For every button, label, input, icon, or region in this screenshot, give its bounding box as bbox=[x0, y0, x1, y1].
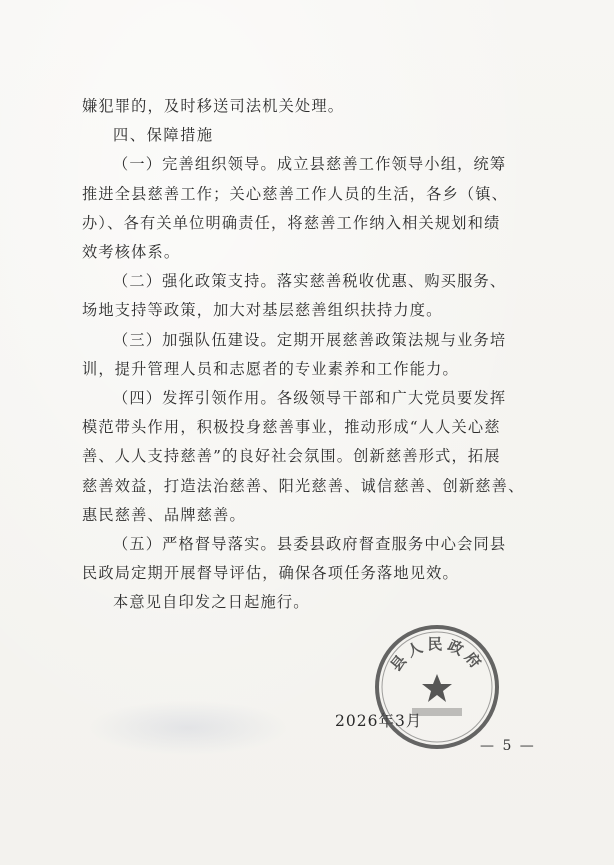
paragraph-team bbox=[82, 326, 532, 384]
official-seal-icon bbox=[372, 622, 502, 752]
heading-text: 四、保障措施 bbox=[113, 126, 214, 145]
svg-text:县人民政府 bbox=[387, 635, 487, 675]
text-line: （五）严格督导落实。县委县政府督查服务中心会同县 bbox=[113, 535, 507, 554]
text-line: 效考核体系。 bbox=[82, 243, 181, 262]
text-line: （一）完善组织领导。成立县慈善工作领导小组，统筹 bbox=[113, 155, 507, 174]
text-line: 场地支持等政策，加大对基层慈善组织扶持力度。 bbox=[82, 301, 443, 320]
text-line: 训，提升管理人员和志愿者的专业素养和工作能力。 bbox=[82, 359, 459, 378]
paragraph-effective bbox=[82, 588, 532, 617]
text-line: 推进全县慈善工作；关心慈善工作人员的生活，各乡（镇、 bbox=[82, 184, 509, 203]
text-line: （三）加强队伍建设。定期开展慈善政策法规与业务培 bbox=[113, 330, 507, 349]
paragraph-policy bbox=[82, 267, 532, 325]
document-body bbox=[82, 92, 532, 618]
scan-smudge bbox=[88, 700, 288, 755]
page-number: — 5 — bbox=[480, 738, 536, 754]
text-line: （四）发挥引领作用。各级领导干部和广大党员要发挥 bbox=[113, 389, 507, 408]
paragraph-leadership bbox=[82, 384, 532, 530]
paragraph-continuation bbox=[82, 92, 532, 121]
text-line: 模范带头作用，积极投身慈善事业，推动形成“人人关心慈 bbox=[82, 418, 501, 437]
text-line: 善、人人支持慈善”的良好社会氛围。创新慈善形式，拓展 bbox=[82, 447, 501, 466]
text-line: 办）、各有关单位明确责任，将慈善工作纳入相关规划和绩 bbox=[82, 213, 501, 232]
text-line: 本意见自印发之日起施行。 bbox=[113, 593, 310, 612]
text-line: （二）强化政策支持。落实慈善税收优惠、购买服务、 bbox=[113, 272, 507, 291]
paragraph-organization bbox=[82, 150, 532, 267]
paragraph-supervision bbox=[82, 530, 532, 588]
section-heading bbox=[82, 121, 532, 150]
text-line: 惠民慈善、品牌慈善。 bbox=[82, 505, 246, 524]
text-line: 慈善效益，打造法治慈善、阳光慈善、诚信慈善、创新慈善、 bbox=[82, 476, 525, 495]
text-line: 民政局定期开展督导评估，确保各项任务落地见效。 bbox=[82, 564, 459, 583]
text-line: 嫌犯罪的，及时移送司法机关处理。 bbox=[82, 97, 345, 115]
issue-date: 2026年3月 bbox=[335, 712, 423, 730]
seal-text: 县人民政府 bbox=[386, 635, 488, 675]
